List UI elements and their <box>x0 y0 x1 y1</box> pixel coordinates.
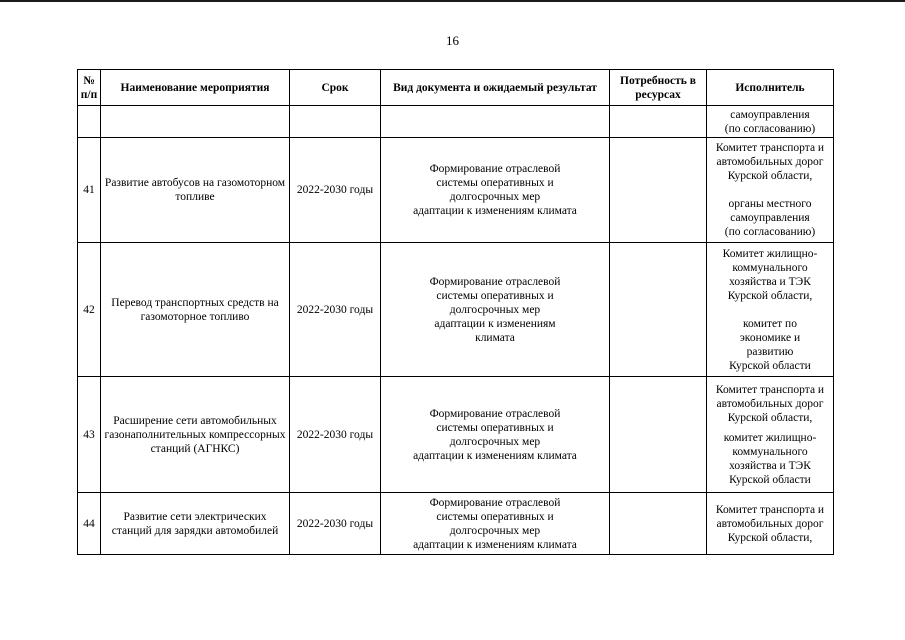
measure-doc: Формирование отраслевой системы оперативных и долгосрочных мер адаптации к изменениям климата <box>381 493 610 555</box>
measure-name: Развитие сети электрических станций для зарядки автомобилей <box>101 493 290 555</box>
executor-cell: Комитет транспорта и автомобильных дорог Курской области, органы местного самоуправления (по согласованию) <box>707 138 834 243</box>
header-resources: Потребность в ресурсах <box>610 70 707 106</box>
page-top-border <box>0 0 905 2</box>
measure-doc: Формирование отраслевой системы оперативных и долгосрочных мер адаптации к изменениям климата <box>381 377 610 493</box>
measure-name: Перевод транспортных средств на газомоторное топливо <box>101 243 290 377</box>
table-header-row <box>78 70 834 106</box>
header-doc: Вид документа и ожидаемый результат <box>381 70 610 106</box>
executor-cell: самоуправления (по согласованию) <box>707 106 834 138</box>
measure-name: Расширение сети автомобильных газонаполнительных компрессорных станций (АГНКС) <box>101 377 290 493</box>
page-number: 16 <box>446 33 459 48</box>
header-executor: Исполнитель <box>707 70 834 106</box>
table-row <box>78 243 834 377</box>
row-number: 44 <box>78 493 101 555</box>
measures-table <box>77 69 834 555</box>
table-row <box>78 493 834 555</box>
executor-cell: Комитет транспорта и автомобильных дорог Курской области, <box>707 493 834 555</box>
header-num: № п/п <box>78 70 101 106</box>
measure-resources <box>610 138 707 243</box>
row-number: 42 <box>78 243 101 377</box>
measure-resources <box>610 377 707 493</box>
measure-doc: Формирование отраслевой системы оперативных и долгосрочных мер адаптации к изменениям климата <box>381 138 610 243</box>
measure-doc: Формирование отраслевой системы оперативных и долгосрочных мер адаптации к изменениям климата <box>381 243 610 377</box>
header-name: Наименование мероприятия <box>101 70 290 106</box>
measure-resources <box>610 243 707 377</box>
table-row-continuation <box>78 106 834 138</box>
measure-term: 2022-2030 годы <box>290 377 381 493</box>
measure-term: 2022-2030 годы <box>290 493 381 555</box>
table-row <box>78 138 834 243</box>
measure-term: 2022-2030 годы <box>290 243 381 377</box>
header-term: Срок <box>290 70 381 106</box>
measure-resources <box>610 493 707 555</box>
row-number: 41 <box>78 138 101 243</box>
table-row <box>78 377 834 493</box>
measure-term: 2022-2030 годы <box>290 138 381 243</box>
measure-name: Развитие автобусов на газомоторном топливе <box>101 138 290 243</box>
row-number: 43 <box>78 377 101 493</box>
executor-cell: Комитет транспорта и автомобильных дорог Курской области, комитет жилищно- коммунального хозяйства и ТЭК Курской области <box>707 377 834 493</box>
executor-cell: Комитет жилищно- коммунального хозяйства и ТЭК Курской области, комитет по экономике и развитию Курской области <box>707 243 834 377</box>
